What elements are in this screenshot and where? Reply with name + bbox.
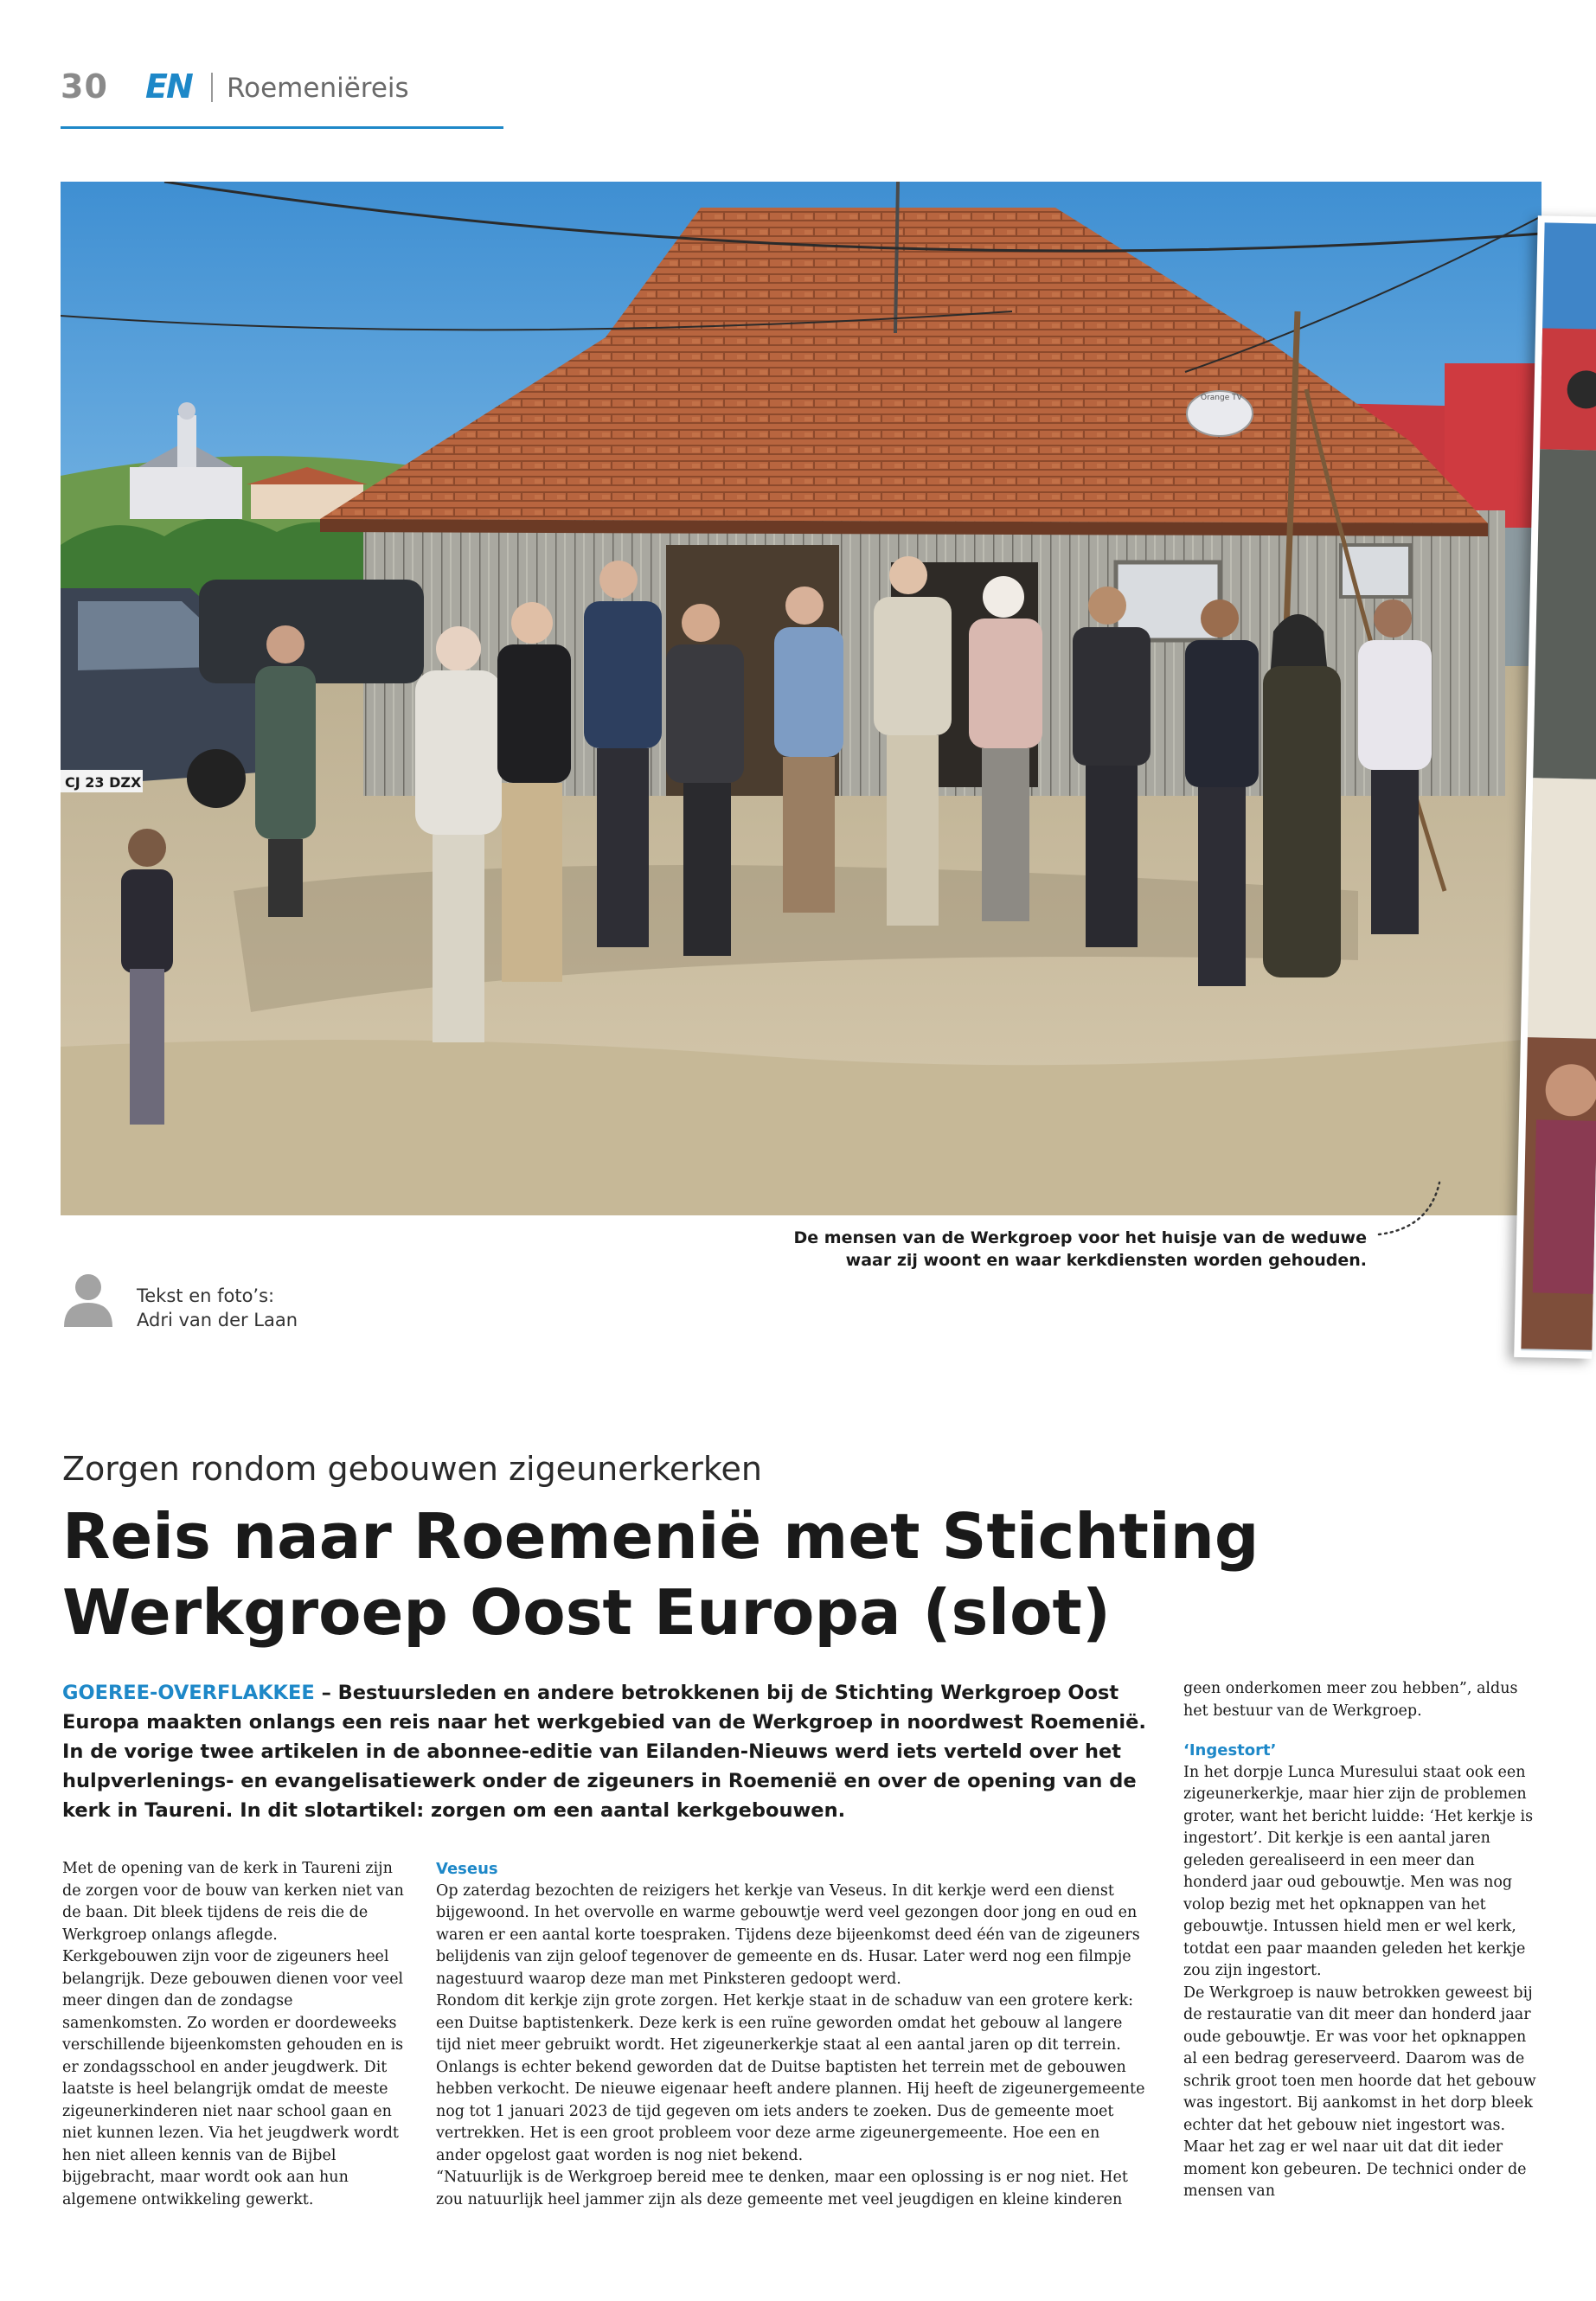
body-paragraph: De Werkgroep is nauw betrokken geweest bij de restauratie van dit meer dan honderd jaar oude gebouwtje. Er was voor het opknappen al een bedrag gereserveerd. Daarom was de schrik groot toen men hoorde dat het gebouw was ingestort. Bij aankomst in het dorp bleek echter dat het gebouw niet ingestort was. Maar het zag er wel naar uit dat dit ieder moment kon gebeuren. De technici onder de mensen van: [1183, 1984, 1536, 2200]
license-plate: CJ 23 DZX: [65, 774, 142, 791]
caption-line-2: waar zij woont en waar kerkdiensten worden gehouden.: [845, 1251, 1367, 1270]
body-column-2: [436, 1858, 1145, 2211]
article-kicker: Zorgen rondom gebouwen zigeunerkerken: [62, 1450, 763, 1488]
author-avatar-icon: [62, 1272, 114, 1327]
article-intro: [62, 1678, 1163, 1825]
body-column-1: [62, 1858, 408, 2211]
body-paragraph: Rondom dit kerkje zijn grote zorgen. Het kerkje staat in de schaduw van een grotere kerk: een Duitse baptistenkerk. Deze kerk is een ruïne geworden omdat het gebouw al langere tijd niet meer gebruikt wordt. Het zigeunerkerkje staat al een aantal jaren op dit terrein. Onlangs is echter bekend geworden dat de Duitse baptisten het terrein met de gebouwen hebben verkocht. De nieuwe eigenaar heeft andere plannen. Hij heeft de zigeunergemeente nog tot 1 januari 2023 de tijd gegeven om iets anders te zoeken. Dus de gemeente moet vertrekken. Het is een groot probleem voor deze arme zigeunergemeente. Hoe een en ander opgelost gaat worden is nog niet bekend.: [436, 1992, 1145, 2164]
intro-text: – Bestuursleden en andere betrokkenen bij de Stichting Werkgroep Oost Europa maakten onlangs een reis naar het werkgebied van de Werkgroep in noordwest Roemenië. In de vorige twee artikelen in de abonnee-editie van Eilanden-Nieuws werd iets verteld over het hulpverlenings- en evangelisatiewerk onder de zigeuners in Roemenië en over de opening van de kerk in Taureni. In dit slotartikel: zorgen om een aantal kerkgebouwen.: [62, 1682, 1146, 1822]
article-headline: Reis naar Roemenië met Stichting Werkgroep Oost Europa (slot): [62, 1500, 1259, 1649]
main-photo: [61, 182, 1542, 1215]
caption-line-1: De mensen van de Werkgroep voor het huisje van de weduwe: [793, 1228, 1367, 1247]
author-name: Adri van der Laan: [137, 1310, 298, 1330]
section-label: Roemeniëreis: [227, 73, 409, 104]
intro-dateline: GOEREE-OVERFLAKKEE: [62, 1682, 315, 1704]
body-column-3: [1183, 1678, 1538, 2203]
author-label: Tekst en foto’s:: [137, 1285, 275, 1306]
header-rule: [61, 126, 503, 129]
subheading-veseus: Veseus: [436, 1860, 498, 1878]
body-paragraph: In het dorpje Lunca Muresului staat ook een zigeunerkerkje, maar hier zijn de problemen groter, want het bericht luidde: ‘Het kerkje is ingestort’. Dit kerkje is een aantal jaren geleden gerealiseerd in een meer dan honderd jaar oud gebouwtje. Men was nog volop bezig met het opknappen van het gebouwtje. Intussen hield men er wel kerk, totdat een paar maanden geleden het kerkje zou zijn ingestort.: [1183, 1763, 1534, 1979]
brand-logo: EN: [145, 67, 192, 106]
satellite-dish: [1187, 391, 1253, 436]
body-paragraph: “Natuurlijk is de Werkgroep bereid mee te denken, maar een oplossing is er nog niet. Het zou natuurlijk heel jammer zijn als deze gemeente met veel jeugdigen en kleine kinderen: [436, 2169, 1128, 2208]
page-number: 30: [61, 67, 108, 106]
dish-label: Orange TV: [1201, 394, 1242, 402]
caption-pointer: [1377, 1181, 1446, 1241]
header-divider: [211, 73, 213, 102]
body-paragraph: Kerkgebouwen zijn voor de zigeuners heel belangrijk. Deze gebouwen dienen voor veel meer dingen dan de zondagse samenkomsten. Zo worden er doordeweeks verschillende bijeenkomsten gehouden en is er zondagsschool en ander jeugdwerk. Dit laatste is heel belangrijk omdat de meeste zigeunerkinderen niet naar school gaan en niet kunnen lezen. Via het jeugdwerk wordt hen niet alleen kennis van de Bijbel bijgebracht, maar wordt ook aan hun algemene ontwikkeling gewerkt.: [62, 1948, 404, 2208]
subheading-ingestort: ‘Ingestort’: [1183, 1741, 1277, 1759]
body-paragraph: Met de opening van de kerk in Taureni zijn de zorgen voor de bouw van kerken niet van de baan. Dit bleek tijdens de reis die de Werkgroep onlangs aflegde.: [62, 1860, 404, 1944]
author-credit: [137, 1284, 298, 1332]
body-paragraph: Op zaterdag bezochten de reizigers het kerkje van Veseus. In dit kerkje werd een dienst bijgewoond. In het overvolle en warme gebouwtje werd veel gezongen door jong en oud en waren er een aantal korte toespraken. Tijdens deze bijeenkomst deed één van de zigeuners belijdenis van zijn geloof tegenover de gemeente en ds. Husar. Later werd nog een filmpje nagestuurd waarop deze man met Pinksteren gedoopt werd.: [436, 1881, 1140, 1988]
body-paragraph: geen onderkomen meer zou hebben”, aldus het bestuur van de Werkgroep.: [1183, 1680, 1518, 1720]
photo-caption: [744, 1227, 1367, 1272]
